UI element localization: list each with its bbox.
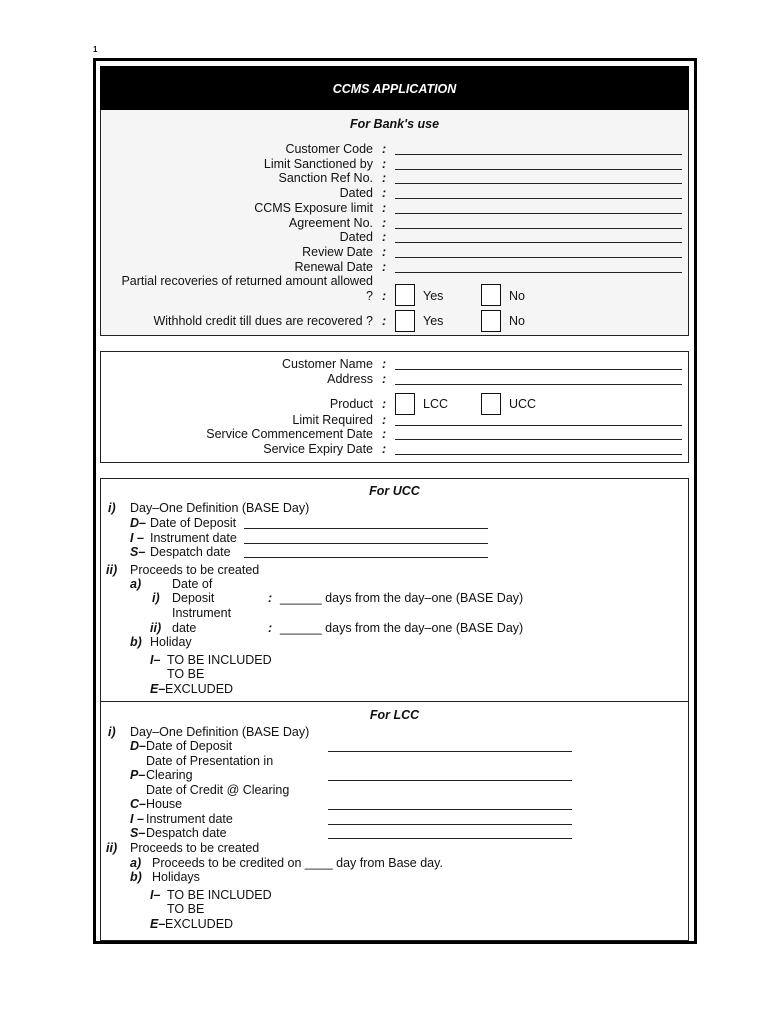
product-ucc-checkbox[interactable] [481, 393, 501, 415]
lcc-presentation-field[interactable] [328, 780, 572, 781]
lcc-a-marker: a) [130, 856, 142, 870]
ucc-date-of-deposit-field[interactable] [244, 528, 488, 529]
lcc-heading: For LCC [369, 708, 420, 722]
colon: : [268, 591, 273, 605]
partial-yes-label: Yes [423, 289, 444, 303]
lcc-to-be-label: TO BE [167, 902, 205, 916]
lcc-s-marker: S– [130, 826, 146, 840]
ucc-d-marker: D– [130, 516, 146, 530]
colon: : [382, 216, 387, 230]
dated-field-2[interactable] [395, 242, 682, 243]
customer-code-field[interactable] [395, 154, 682, 155]
ucc-deposit-days-field[interactable]: ______ days from the day–one (BASE Day) [280, 591, 524, 605]
lcc-day-one-definition: Day–One Definition (BASE Day) [130, 725, 310, 739]
customer-name-field[interactable] [395, 369, 682, 370]
product-lcc-checkbox[interactable] [395, 393, 415, 415]
bank-use-heading: For Bank's use [349, 117, 440, 131]
service-commencement-label: Service Commencement Date [206, 427, 373, 441]
withhold-yes-label: Yes [423, 314, 444, 328]
withhold-no-label: No [509, 314, 525, 328]
lcc-clearing-label: Clearing [146, 768, 193, 782]
lcc-item-i-marker: i) [108, 725, 116, 739]
lcc-presentation-label: Date of Presentation in [146, 754, 274, 768]
ucc-b-marker: b) [130, 635, 142, 649]
lcc-proceeds-credited-field[interactable]: Proceeds to be credited on ____ day from Base day. [152, 856, 443, 870]
customer-code-label: Customer Code [285, 142, 373, 156]
dated-field[interactable] [395, 198, 682, 199]
ucc-instrument-days-field[interactable]: ______ days from the day–one (BASE Day) [280, 621, 524, 635]
service-expiry-label: Service Expiry Date [263, 442, 373, 456]
colon: : [382, 314, 387, 328]
review-date-field[interactable] [395, 257, 682, 258]
product-label: Product [329, 397, 373, 411]
lcc-credit-label: Date of Credit @ Clearing [146, 783, 290, 797]
dated-label-2: Dated [339, 230, 373, 244]
ucc-date-label: date [172, 621, 197, 635]
colon: : [382, 372, 387, 386]
ucc-a-i-marker: i) [152, 591, 160, 605]
lcc-despatch-date-field[interactable] [328, 838, 572, 839]
ucc-heading: For UCC [369, 484, 420, 498]
ucc-instrument-label: Instrument [172, 606, 232, 620]
lcc-proceeds-label: Proceeds to be created [130, 841, 260, 855]
lcc-p-marker: P– [130, 768, 146, 782]
ucc-included-marker: I– [150, 653, 161, 667]
lcc-date-of-deposit-field[interactable] [328, 751, 572, 752]
colon: : [382, 245, 387, 259]
lcc-holidays-label: Holidays [152, 870, 200, 884]
ucc-deposit-label: Deposit [172, 591, 215, 605]
partial-no-checkbox[interactable] [481, 284, 501, 306]
withhold-yes-checkbox[interactable] [395, 310, 415, 332]
partial-no-label: No [509, 289, 525, 303]
partial-recoveries-question-mark: ? [366, 289, 373, 303]
product-ucc-label: UCC [509, 397, 537, 411]
lcc-item-ii-marker: ii) [106, 841, 118, 855]
service-commencement-field[interactable] [395, 439, 682, 440]
partial-recoveries-label: Partial recoveries of returned amount allowed [121, 274, 373, 288]
ucc-instrument-date-label: Instrument date [150, 531, 237, 545]
colon: : [382, 186, 387, 200]
exposure-limit-label: CCMS Exposure limit [254, 201, 373, 215]
lcc-excluded-label: EXCLUDED [165, 917, 234, 931]
limit-sanctioned-field[interactable] [395, 169, 682, 170]
colon: : [382, 142, 387, 156]
ucc-date-of-label: Date of [172, 577, 213, 591]
lcc-house-label: House [146, 797, 183, 811]
ucc-holiday-label: Holiday [150, 635, 192, 649]
limit-required-label: Limit Required [292, 413, 373, 427]
colon: : [382, 397, 387, 411]
colon: : [382, 157, 387, 171]
colon: : [382, 442, 387, 456]
lcc-b-marker: b) [130, 870, 142, 884]
dated-label: Dated [339, 186, 373, 200]
ucc-item-ii-marker: ii) [106, 563, 118, 577]
colon: : [382, 230, 387, 244]
exposure-limit-field[interactable] [395, 213, 682, 214]
renewal-date-label: Renewal Date [294, 260, 373, 274]
lcc-despatch-date-label: Despatch date [146, 826, 227, 840]
limit-required-field[interactable] [395, 425, 682, 426]
colon: : [382, 289, 387, 303]
ucc-despatch-date-label: Despatch date [150, 545, 231, 559]
ucc-day-one-definition: Day–One Definition (BASE Day) [130, 501, 310, 515]
lcc-c-marker: C– [130, 797, 146, 811]
ucc-excluded-marker: E– [150, 682, 166, 696]
sanction-ref-label: Sanction Ref No. [278, 171, 373, 185]
colon: : [382, 171, 387, 185]
colon: : [382, 427, 387, 441]
ucc-excluded-label: EXCLUDED [165, 682, 234, 696]
customer-name-label: Customer Name [282, 357, 373, 371]
partial-yes-checkbox[interactable] [395, 284, 415, 306]
colon: : [382, 357, 387, 371]
lcc-date-of-deposit-label: Date of Deposit [146, 739, 233, 753]
ucc-to-be-label: TO BE [167, 667, 205, 681]
lcc-instrument-date-field[interactable] [328, 824, 572, 825]
address-field[interactable] [395, 384, 682, 385]
withhold-credit-label: Withhold credit till dues are recovered ? [153, 314, 373, 328]
renewal-date-field[interactable] [395, 272, 682, 273]
ucc-a-marker: a) [130, 577, 142, 591]
ucc-a-ii-marker: ii) [150, 621, 162, 635]
lcc-included-marker: I– [150, 888, 161, 902]
ucc-i-marker: I – [130, 531, 144, 545]
lcc-d-marker: D– [130, 739, 146, 753]
ucc-instrument-date-field[interactable] [244, 543, 488, 544]
lcc-instrument-date-label: Instrument date [146, 812, 233, 826]
sanction-ref-field[interactable] [395, 183, 682, 184]
ucc-item-i-marker: i) [108, 501, 116, 515]
ucc-despatch-date-field[interactable] [244, 557, 488, 558]
ucc-proceeds-label: Proceeds to be created [130, 563, 260, 577]
ucc-s-marker: S– [130, 545, 146, 559]
lcc-credit-field[interactable] [328, 809, 572, 810]
section-divider [100, 701, 689, 702]
colon: : [382, 201, 387, 215]
withhold-no-checkbox[interactable] [481, 310, 501, 332]
lcc-included-label: TO BE INCLUDED [167, 888, 272, 902]
agreement-no-field[interactable] [395, 228, 682, 229]
agreement-no-label: Agreement No. [288, 216, 373, 230]
limit-sanctioned-label: Limit Sanctioned by [263, 157, 373, 171]
colon: : [382, 260, 387, 274]
address-label: Address [327, 372, 373, 386]
page-number: 1 [93, 45, 98, 54]
colon: : [382, 413, 387, 427]
colon: : [268, 621, 273, 635]
review-date-label: Review Date [302, 245, 373, 259]
ucc-date-of-deposit-label: Date of Deposit [150, 516, 237, 530]
ucc-included-label: TO BE INCLUDED [167, 653, 272, 667]
lcc-excluded-marker: E– [150, 917, 166, 931]
lcc-i-marker: I – [130, 812, 144, 826]
form-title: CCMS APPLICATION [332, 82, 457, 96]
service-expiry-field[interactable] [395, 454, 682, 455]
product-lcc-label: LCC [423, 397, 449, 411]
